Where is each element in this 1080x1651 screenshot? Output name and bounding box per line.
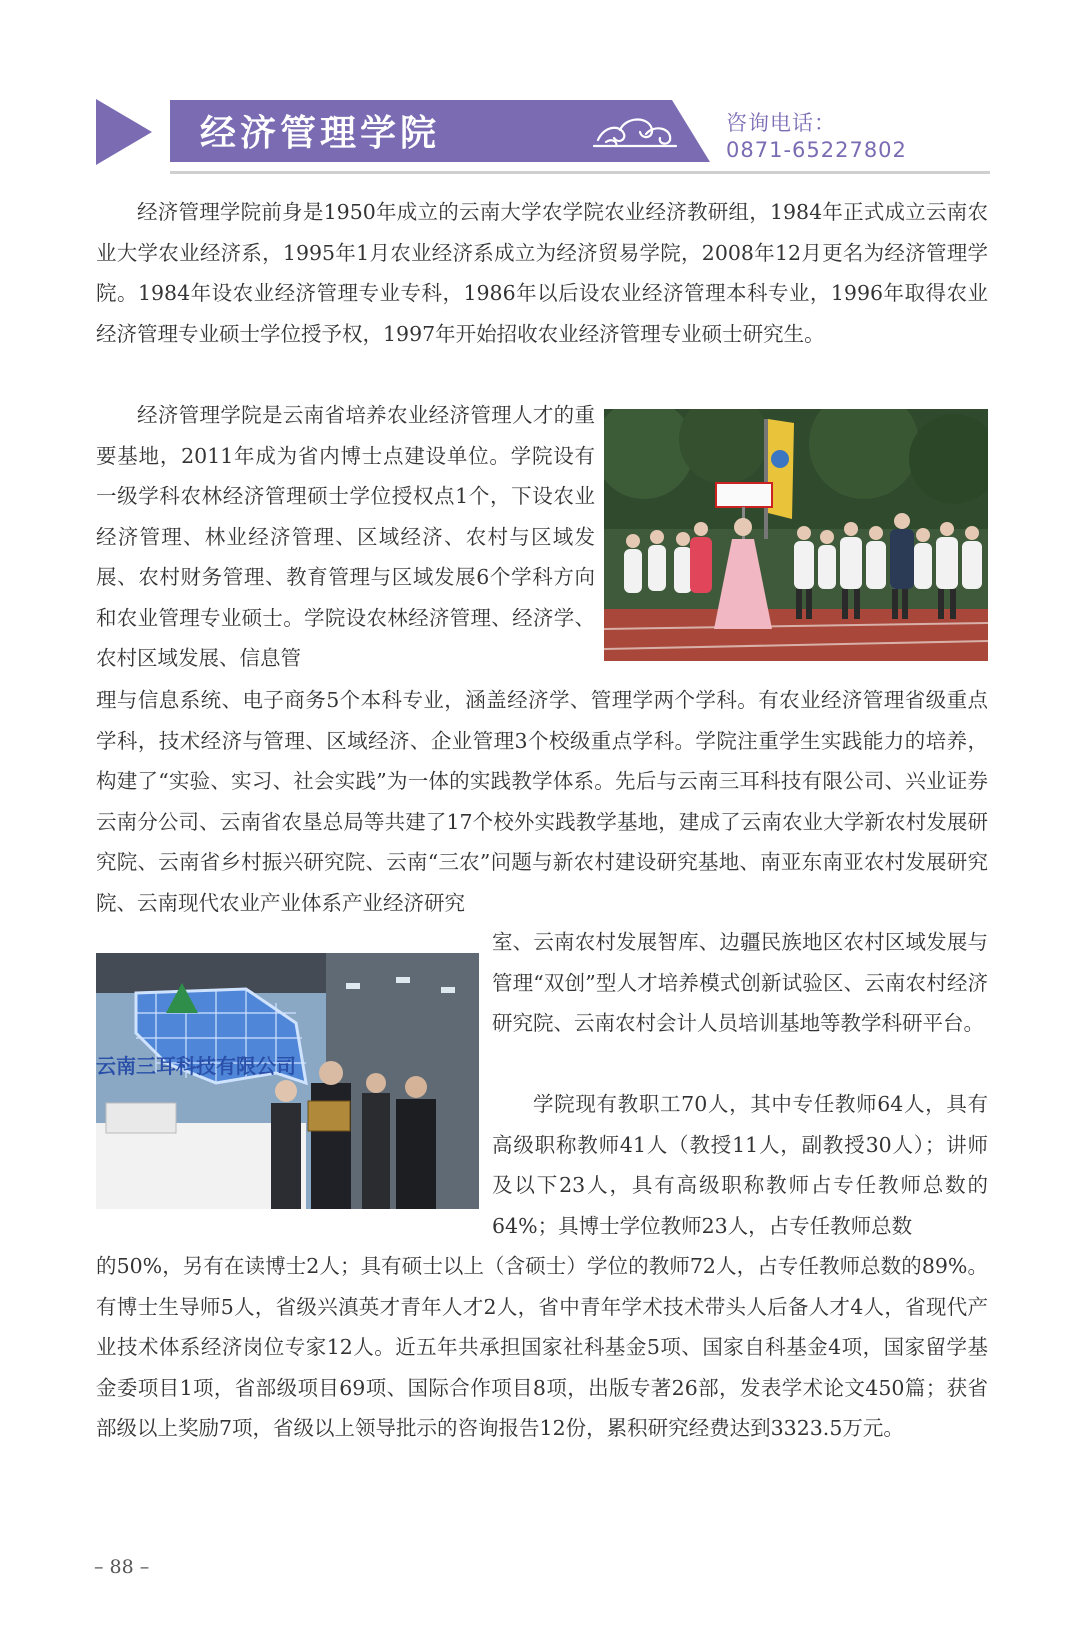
contact-label: 咨询电话：	[726, 111, 836, 135]
company-visit-photo	[96, 953, 479, 1209]
triangle-marker-icon	[96, 99, 152, 165]
page-title: 经济管理学院	[200, 113, 441, 154]
contact-info	[726, 110, 907, 164]
paragraph-history: 经济管理学院前身是1950年成立的云南大学农学院农业经济教研组，1984年正式成立云南农业大学农业经济系，1995年1月农业经济系成立为经济贸易学院，2008年12月更名为经济管理学院。1984年设农业经济管理专业专科，1986年以后设农业经济管理本科专业，1996年取得农业经济管理专业硕士学位授予权，1997年开始招收农业经济管理专业硕士研究生。	[96, 200, 988, 346]
paragraph-platforms: 室、云南农村发展智库、边疆民族地区农村区域发展与管理“双创”型人才培养模式创新试验区、云南农村经济研究院、云南农村会计人员培训基地等教学科研平台。	[492, 930, 988, 1035]
cloud-ornament-icon	[590, 112, 680, 152]
paragraph-faculty-b: 的50%，另有在读博士2人；具有硕士以上（含硕士）学位的教师72人，占专任教师总数的89%。有博士生导师5人，省级兴滇英才青年人才2人，省中青年学术技术带头人后备人才4人，省现代产业技术体系经济岗位专家12人。近五年共承担国家社科基金5项、国家自科基金4项，国家留学基金委项目1项，省部级项目69项、国际合作项目8项，出版专著26部，发表学术论文450篇；获省部级以上奖励7项，省级以上领导批示的咨询报告12份，累积研究经费达到3323.5万元。	[96, 1254, 988, 1440]
paragraph-faculty-a: 学院现有教职工70人，其中专任教师64人，具有高级职称教师41人（教授11人，副教授30人）；讲师及以下23人，具有高级职称教师占专任教师总数的64%；具博士学位教师23人，占专任教师总数	[492, 1092, 988, 1238]
parade-photo	[604, 409, 988, 661]
paragraph-disciplines-b: 理与信息系统、电子商务5个本科专业，涵盖经济学、管理学两个学科。有农业经济管理省级重点学科，技术经济与管理、区域经济、企业管理3个校级重点学科。学院注重学生实践能力的培养，构建了“实验、实习、社会实践”为一体的实践教学体系。先后与云南三耳科技有限公司、兴业证券云南分公司、云南省农垦总局等共建了17个校外实践教学基地，建成了云南农业大学新农村发展研究院、云南省乡村振兴研究院、云南“三农”问题与新农村建设研究基地、南亚东南亚农村发展研究院、云南现代农业产业体系产业经济研究	[96, 688, 988, 915]
company-sign-text: 云南三耳科技有限公司	[96, 1054, 296, 1078]
paragraph-disciplines-a: 经济管理学院是云南省培养农业经济管理人才的重要基地，2011年成为省内博士点建设单位。学院设有一级学科农林经济管理硕士学位授权点1个，下设农业经济管理、林业经济管理、区域经济、农村与区域发展、农村财务管理、教育管理与区域发展6个学科方向和农业管理专业硕士。学院设农林经济管理、经济学、农村区域发展、信息管	[96, 403, 595, 670]
contact-phone: 0871-65227802	[726, 138, 907, 162]
header-divider	[170, 171, 990, 174]
page-number: – 88 –	[94, 1556, 150, 1578]
page-header	[0, 0, 1080, 180]
